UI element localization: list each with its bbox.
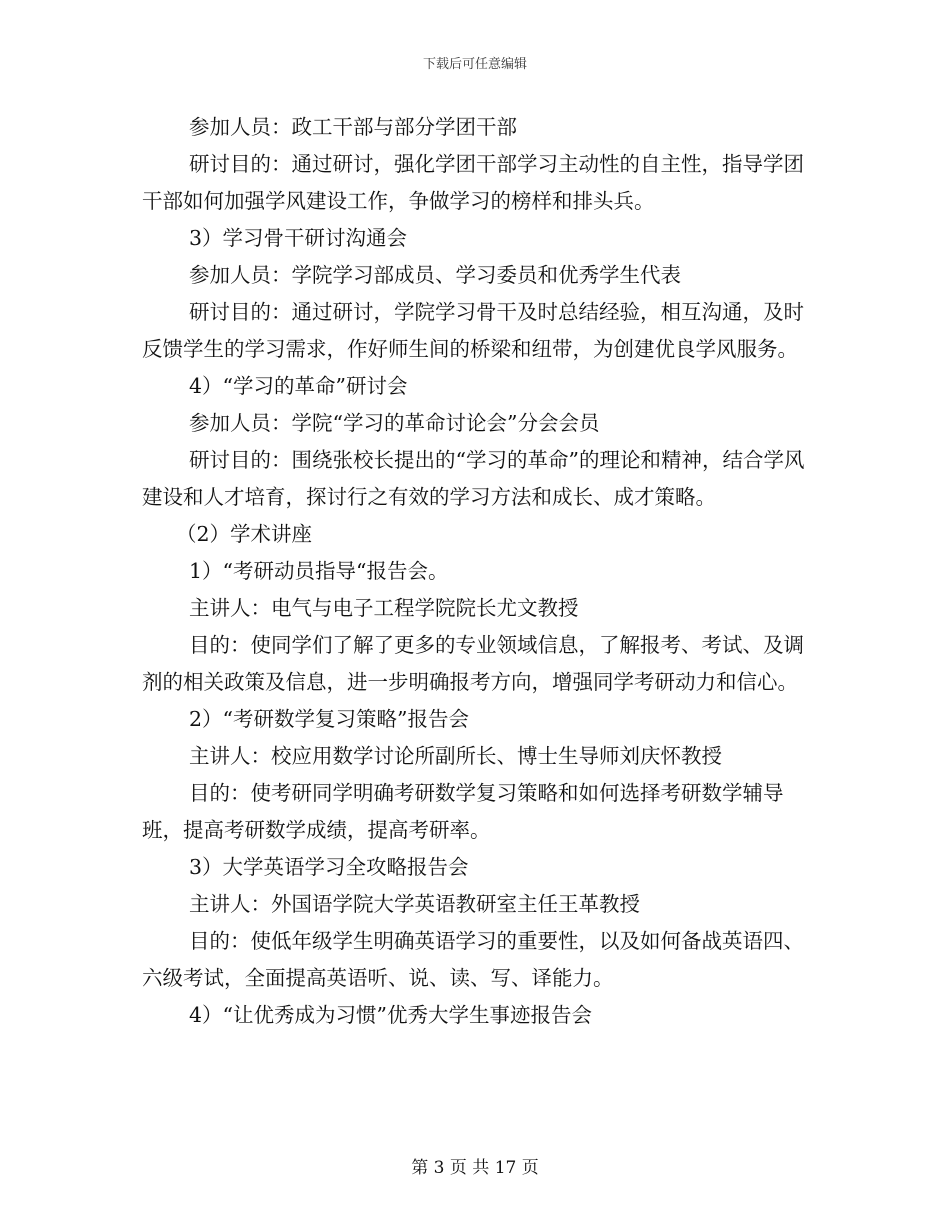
document-body: [142, 109, 810, 1034]
section-heading: 4）“学习的革命”研讨会: [189, 374, 408, 398]
paragraph: 研讨目的：围绕张校长提出的“学习的革命”的理论和精神，结合学风建设和人才培育，探讨行之有效的学习方法和成长、成才策略。: [142, 448, 805, 509]
page-number: 第 3 页 共 17 页: [411, 1158, 539, 1178]
section-heading: 4）“让优秀成为习惯”优秀大学生事迹报告会: [189, 1003, 593, 1027]
section-heading: （2）学术讲座: [176, 522, 313, 546]
paragraph: 主讲人：外国语学院大学英语教研室主任王革教授: [189, 892, 640, 916]
paragraph: 目的：使低年级学生明确英语学习的重要性，以及如何备战英语四、六级考试，全面提高英语听、说、读、写、译能力。: [142, 929, 804, 990]
paragraph: 参加人员：学院“学习的革命讨论会”分会会员: [189, 411, 600, 435]
section-heading: 3）大学英语学习全攻略报告会: [189, 855, 469, 879]
paragraph: 目的：使同学们了解了更多的专业领域信息，了解报考、考试、及调剂的相关政策及信息，进一步明确报考方向，增强同学考研动力和信心。: [142, 633, 804, 694]
paragraph: 目的：使考研同学明确考研数学复习策略和如何选择考研数学辅导班，提高考研数学成绩，提高考研率。: [142, 781, 784, 842]
section-heading: 2）“考研数学复习策略”报告会: [189, 707, 470, 731]
paragraph: 主讲人：电气与电子工程学院院长尤文教授: [189, 596, 579, 620]
section-heading: 1）“考研动员指导“报告会。: [189, 559, 449, 583]
page-header: 下载后可任意编辑: [422, 57, 527, 72]
paragraph: 参加人员：学院学习部成员、学习委员和优秀学生代表: [189, 263, 681, 287]
paragraph: 参加人员：政工干部与部分学团干部: [189, 115, 517, 139]
paragraph: 主讲人：校应用数学讨论所副所长、博士生导师刘庆怀教授: [189, 744, 722, 768]
paragraph: 研讨目的：通过研讨，学院学习骨干及时总结经验，相互沟通，及时反馈学生的学习需求，作好师生间的桥梁和纽带，为创建优良学风服务。: [142, 300, 804, 361]
paragraph: 研讨目的：通过研讨，强化学团干部学习主动性的自主性，指导学团干部如何加强学风建设工作，争做学习的榜样和排头兵。: [142, 152, 804, 213]
section-heading: 3）学习骨干研讨沟通会: [189, 226, 408, 250]
